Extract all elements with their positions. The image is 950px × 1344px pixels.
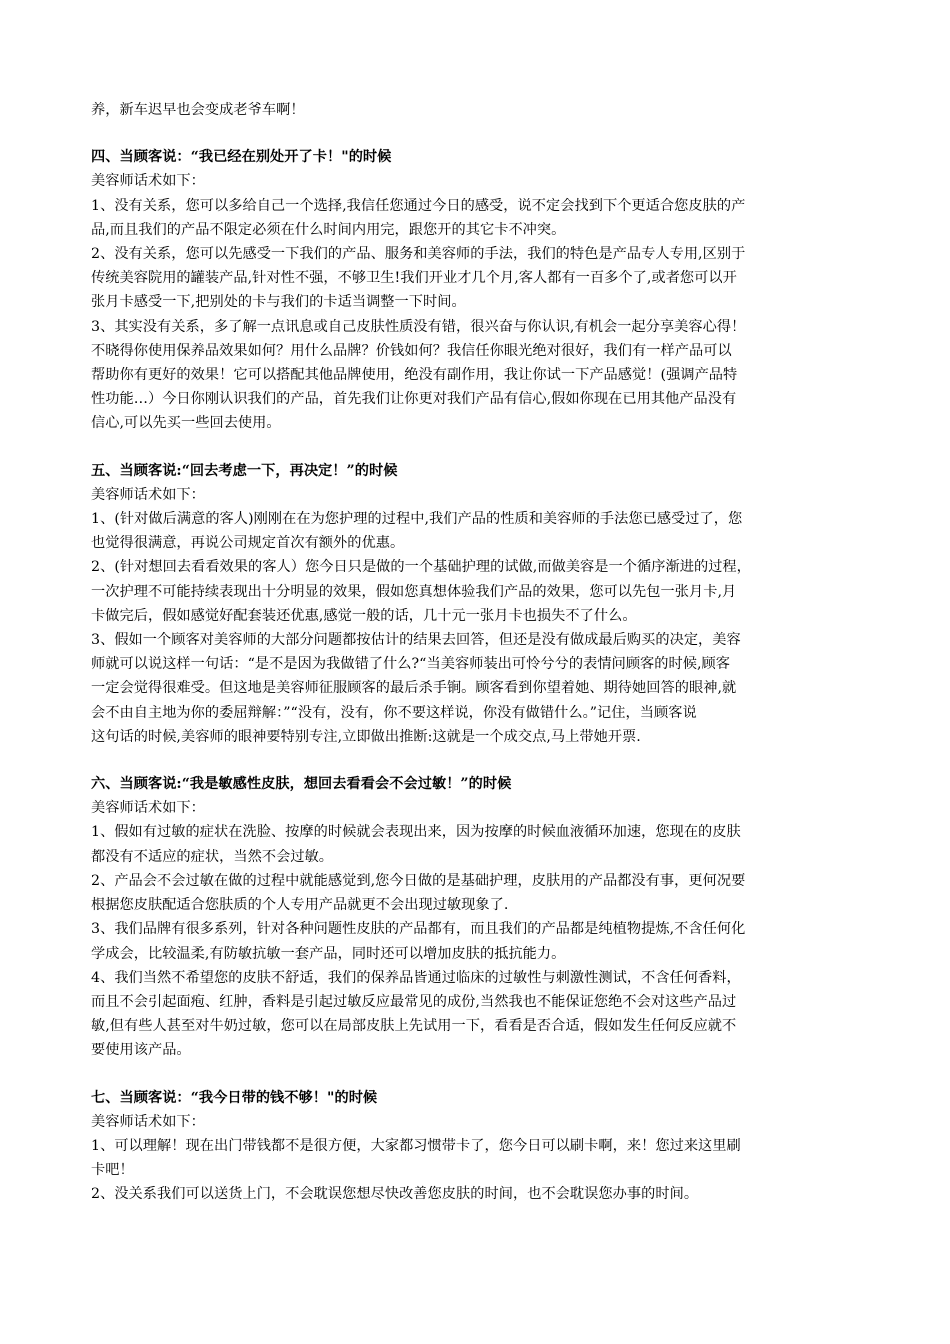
paragraph: [91, 869, 863, 917]
section-gap: [91, 749, 863, 772]
section-subheading: 美容师话术如下：: [91, 1113, 205, 1130]
paragraph: [91, 555, 863, 628]
paragraph-line: 4、我们当然不希望您的皮肤不舒适，我们的保养品皆通过临床的过敏性与刺激性测试，不含任何香料，: [91, 969, 741, 986]
section-subheading: 美容师话术如下：: [91, 486, 205, 503]
paragraph-line: 师就可以说这样一句话：“是不是因为我做错了什么?“当美容师装出可怜兮兮的表情问顾客的时候,顾客: [91, 656, 731, 673]
document-section: [91, 459, 863, 749]
paragraph-line: 1、没有关系，您可以多给自己一个选择,我信任您通过今日的感受，说不定会找到下个更适合您皮肤的产: [91, 197, 746, 214]
section-subheading: 美容师话术如下：: [91, 173, 205, 190]
paragraph-line: 也觉得很满意，再说公司规定首次有额外的优惠。: [91, 535, 405, 552]
paragraph-line: 1、假如有过敏的症状在洗脸、按摩的时候就会表现出来，因为按摩的时候血液循环加速，您现在的皮肤: [91, 824, 741, 841]
paragraph-line: 敏,但有些人甚至对牛奶过敏，您可以在局部皮肤上先试用一下，看看是否合适，假如发生任何反应就不: [91, 1018, 737, 1035]
paragraph-line: 2、产品会不会过敏在做的过程中就能感觉到,您今日做的是基础护理，皮肤用的产品都没有事，更何况要: [91, 872, 746, 889]
paragraph-line: 信心,可以先买一些回去使用。: [91, 415, 281, 432]
paragraph-line: 性功能…）今日你刚认识我们的产品，首先我们让你更对我们产品有信心,假如你现在已用其他产品没有: [91, 391, 737, 408]
paragraph: [91, 315, 863, 436]
paragraph-line: 都没有不适应的症状，当然不会过敏。: [91, 848, 334, 865]
paragraph-line: 2、(针对想回去看看效果的客人）您今日只是做的一个基础护理的试做,而做美容是一个循序渐进的过程，: [91, 559, 751, 576]
paragraph-line: 会不由自主地为你的委屈辩解：”“没有，没有，你不要这样说，你没有做错什么。”记住，当顾客说: [91, 704, 697, 721]
paragraph-line: 卡吧！: [91, 1162, 134, 1179]
paragraph-line: 3、其实没有关系，多了解一点讯息或自己皮肤性质没有错，很兴奋与你认识,有机会一起分享美容心得！: [91, 318, 746, 335]
document-page: [91, 98, 863, 1207]
section-heading: 七、当顾客说：“我今日带的钱不够！"的时候: [91, 1089, 378, 1106]
section-heading: 五、当顾客说:“回去考虑一下，再决定！”的时候: [91, 462, 398, 479]
paragraph-line: 卡做完后，假如感觉好配套装还优惠,感觉一般的话，几十元一张月卡也损失不了什么。: [91, 607, 637, 624]
section-subheading: 美容师话术如下：: [91, 800, 205, 817]
paragraph-line: 帮助你有更好的效果！它可以搭配其他品牌使用，绝没有副作用，我让你试一下产品感觉！(强调产品特: [91, 367, 738, 384]
section-heading: 四、当顾客说：“我已经在别处开了卡！"的时候: [91, 149, 392, 166]
paragraph-line: 一次护理不可能持续表现出十分明显的效果，假如您真想体验我们产品的效果，您可以先包一张月卡,月: [91, 583, 737, 600]
document-section: [91, 145, 863, 435]
paragraph-line: 2、没关系我们可以送货上门，不会耽误您想尽快改善您皮肤的时间，也不会耽误您办事的时间。: [91, 1186, 699, 1203]
document-section: [91, 772, 863, 1062]
paragraph: [91, 194, 863, 242]
paragraph: [91, 1134, 863, 1182]
section-gap: [91, 436, 863, 459]
document-sections: [91, 145, 863, 1206]
paragraph-line: 一定会觉得很难受。但这地是美容师征服顾客的最后杀手锏。顾客看到你望着她、期待她回答的眼神,就: [91, 680, 737, 697]
paragraph-line: 1、可以理解！现在出门带钱都不是很方便，大家都习惯带卡了，您今日可以刷卡啊，来！您过来这里刷: [91, 1137, 741, 1154]
paragraph: [91, 966, 863, 1063]
paragraph-line: 3、我们品牌有很多系列，针对各种问题性皮肤的产品都有，而且我们的产品都是纯植物提炼,不含任何化: [91, 921, 746, 938]
paragraph: [91, 820, 863, 868]
intro-line: 养，新车迟早也会变成老爷车啊！: [91, 102, 305, 118]
paragraph: [91, 917, 863, 965]
paragraph-line: 这句话的时候,美容师的眼神要特别专注,立即做出推断:这就是一个成交点,马上带她开票.: [91, 728, 641, 745]
section-heading: 六、当顾客说:“我是敏感性皮肤，想回去看看会不会过敏！”的时候: [91, 776, 512, 793]
paragraph-line: 2、没有关系，您可以先感受一下我们的产品、服务和美容师的手法，我们的特色是产品专人专用,区别于: [91, 246, 746, 263]
section-gap: [91, 122, 863, 145]
paragraph: [91, 628, 863, 749]
document-section: [91, 1086, 863, 1207]
paragraph-line: 不晓得你使用保养品效果如何？用什么品牌？价钱如何？我信任你眼光绝对很好，我们有一样产品可以: [91, 342, 732, 359]
paragraph: [91, 1182, 863, 1206]
section-gap: [91, 1063, 863, 1086]
paragraph: [91, 242, 863, 315]
paragraph-line: 而且不会引起面疱、红肿，香料是引起过敏反应最常见的成份,当然我也不能保证您绝不会对这些产品过: [91, 993, 737, 1010]
paragraph-line: 要使用该产品。: [91, 1042, 191, 1059]
paragraph-line: 品,而且我们的产品不限定必须在什么时间内用完，跟您开的其它卡不冲突。: [91, 221, 566, 238]
paragraph-line: 1、(针对做后满意的客人)刚刚在在为您护理的过程中,我们产品的性质和美容师的手法您已感受过了，您: [91, 511, 743, 528]
paragraph-line: 3、假如一个顾客对美容师的大部分问题都按估计的结果去回答，但还是没有做成最后购买的决定，美容: [91, 632, 741, 649]
paragraph-line: 传统美容院用的罐装产品,针对性不强，不够卫生!我们开业才几个月,客人都有一百多个了,或者您可以开: [91, 270, 737, 287]
paragraph-line: 张月卡感受一下,把别处的卡与我们的卡适当调整一下时间。: [91, 294, 466, 311]
paragraph-line: 学成会，比较温柔,有防敏抗敏一套产品，同时还可以增加皮肤的抵抗能力。: [91, 945, 566, 962]
paragraph-line: 根据您皮肤配适合您肤质的个人专用产品就更不会出现过敏现象了.: [91, 897, 509, 914]
paragraph: [91, 507, 863, 555]
